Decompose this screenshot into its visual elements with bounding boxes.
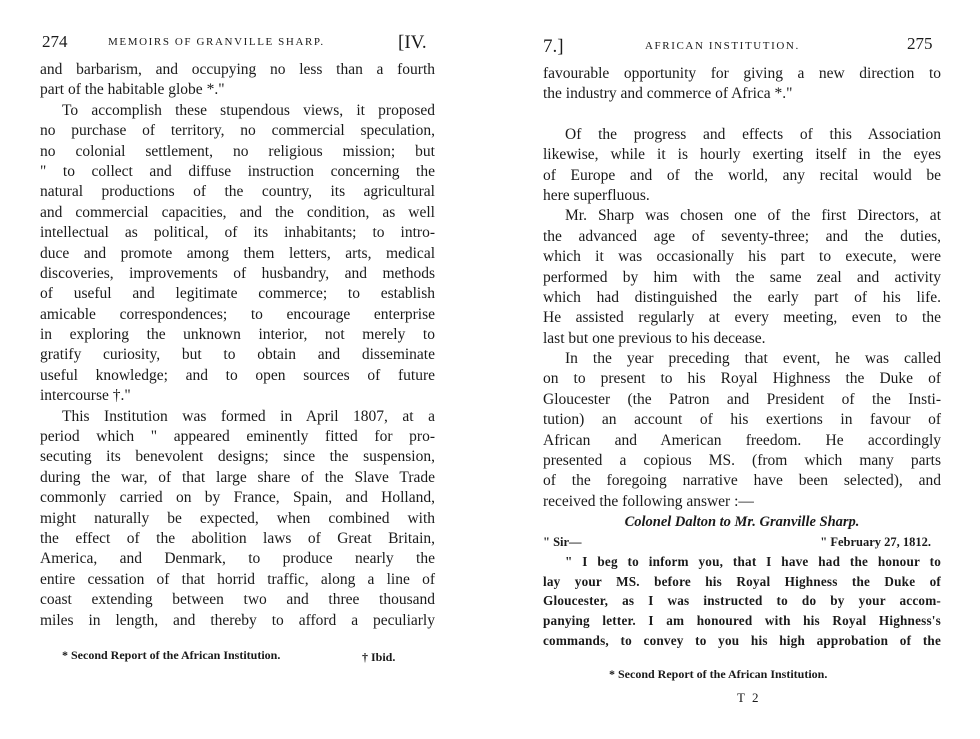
letter-date: " February 27, 1812. — [820, 535, 931, 550]
running-head: AFRICAN INSTITUTION. — [645, 40, 800, 52]
text-line: duce and promote among them letters, arts, medical — [40, 244, 435, 262]
text-line: America, and Denmark, to produce nearly the — [40, 550, 435, 568]
text-line: presented a copious MS. (from which many parts — [543, 452, 941, 470]
text-line: " to collect and diffuse instruction concerning the — [40, 162, 435, 180]
text-line: which it was occasionally his part to execute, were — [543, 248, 941, 266]
text-line: gratify curiosity, but to obtain and disseminate — [40, 346, 435, 364]
left-page-header — [40, 32, 435, 54]
text-line: Of the progress and effects of this Association — [565, 125, 941, 143]
text-line: Mr. Sharp was chosen one of the first Directors, at — [565, 207, 941, 225]
text-line: In the year preceding that event, he was called — [565, 350, 941, 368]
text-line: African and American freedom. He accordingly — [543, 431, 941, 449]
text-line: Gloucester, as I was instructed to do by your accom- — [543, 593, 941, 609]
text-line: during the war, of that large share of the Slave Trade — [40, 468, 435, 486]
letter-body — [543, 552, 941, 650]
text-line: natural productions of the country, its agricultural — [40, 183, 435, 201]
footnote: * Second Report of the African Institution. — [62, 648, 281, 662]
text-line: coast extending between two and three thousand — [40, 591, 435, 609]
text-line: here superfluous. — [543, 186, 650, 204]
text-line: the advanced age of seventy-three; and the duties, — [543, 227, 941, 245]
text-line: period which " appeared eminently fitted for pro- — [40, 428, 435, 446]
letter-salutation-row — [543, 532, 941, 552]
text-line: commands, to convey to you his high approbation of the — [543, 632, 941, 648]
text-line: To accomplish these stupendous views, it proposed — [62, 101, 435, 119]
text-line: useful knowledge; and to open sources of future — [40, 366, 435, 384]
text-line: on to present to his Royal Highness the Duke of — [543, 370, 941, 388]
text-line: received the following answer :— — [543, 492, 754, 510]
signature-mark: T 2 — [737, 690, 761, 705]
text-line: " I beg to inform you, that I have had the honour to — [565, 554, 941, 570]
text-line: in exploring the unknown interior, not merely to — [40, 326, 435, 344]
footnote: * Second Report of the African Institution. — [609, 667, 828, 681]
text-line: might naturally be expected, when combined with — [40, 509, 435, 527]
letter-salutation: " Sir— — [543, 535, 582, 550]
right-page-header — [543, 32, 941, 57]
text-line: part of the habitable globe *." — [40, 81, 225, 99]
text-line: This Institution was formed in April 1807, at a — [62, 407, 435, 425]
text-line: and barbarism, and occupying no less than a fourth — [40, 61, 435, 78]
text-line: lay your MS. before his Royal Highness the Duke of — [543, 573, 941, 589]
text-line: commonly carried on by France, Spain, and Holland, — [40, 489, 435, 507]
text-line: likewise, while it is hourly exerting itself in the eyes — [543, 146, 941, 164]
text-line: discoveries, improvements of husbandry, and methods — [40, 264, 435, 282]
page-number: 274 — [42, 32, 68, 51]
text-line: Gloucester (the Patron and President of the Insti- — [543, 390, 941, 408]
text-line: of useful and legitimate commerce; to establish — [40, 285, 435, 303]
text-line: intercourse †." — [40, 387, 131, 405]
text-line: no colonial settlement, no religious mission; but — [40, 142, 435, 160]
text-line: of the foregoing narrative have been selected), and — [543, 472, 941, 490]
paragraph-gap — [543, 105, 941, 125]
text-line: amicable correspondences; to encourage enterprise — [40, 305, 435, 323]
text-line: no purchase of territory, no commercial speculation, — [40, 122, 435, 140]
text-line: entire cessation of that horrid traffic, along a line of — [40, 570, 435, 588]
page-number: 275 — [907, 34, 933, 53]
letter-title: Colonel Dalton to Mr. Granville Sharp. — [624, 514, 860, 531]
text-line: secuting its benevolent designs; since the suspension, — [40, 448, 435, 466]
text-line: tution) an account of his exertions in favour of — [543, 411, 941, 429]
chapter-marker: 7.] — [543, 36, 564, 57]
text-line: of Europe and of the world, any recital would be — [543, 166, 941, 184]
text-line: the industry and commerce of Africa *." — [543, 85, 793, 103]
footnote: † Ibid. — [362, 650, 396, 664]
text-line: last but one previous to his decease. — [543, 329, 766, 347]
text-line: performed by him with the same zeal and activity — [543, 268, 941, 286]
text-line: He assisted regularly at every meeting, even to the — [543, 309, 941, 327]
chapter-marker: [IV. — [398, 32, 427, 53]
right-page-body — [543, 64, 941, 650]
running-head: MEMOIRS OF GRANVILLE SHARP. — [108, 36, 325, 48]
text-line: the effect of the abolition laws of Great Britain, — [40, 529, 435, 547]
text-line: favourable opportunity for giving a new direction to — [543, 65, 941, 82]
text-line: miles in length, and thereby to afford a peculiarly — [40, 611, 435, 629]
text-line: intellectual as political, of its inhabitants; to intro- — [40, 224, 435, 242]
text-line: and commercial capacities, and the condition, as well — [40, 203, 435, 221]
text-line: which had distinguished the early part of his life. — [543, 288, 941, 306]
text-line: panying letter. I am honoured with his Royal Highness's — [543, 612, 941, 628]
left-page-body — [40, 60, 435, 631]
